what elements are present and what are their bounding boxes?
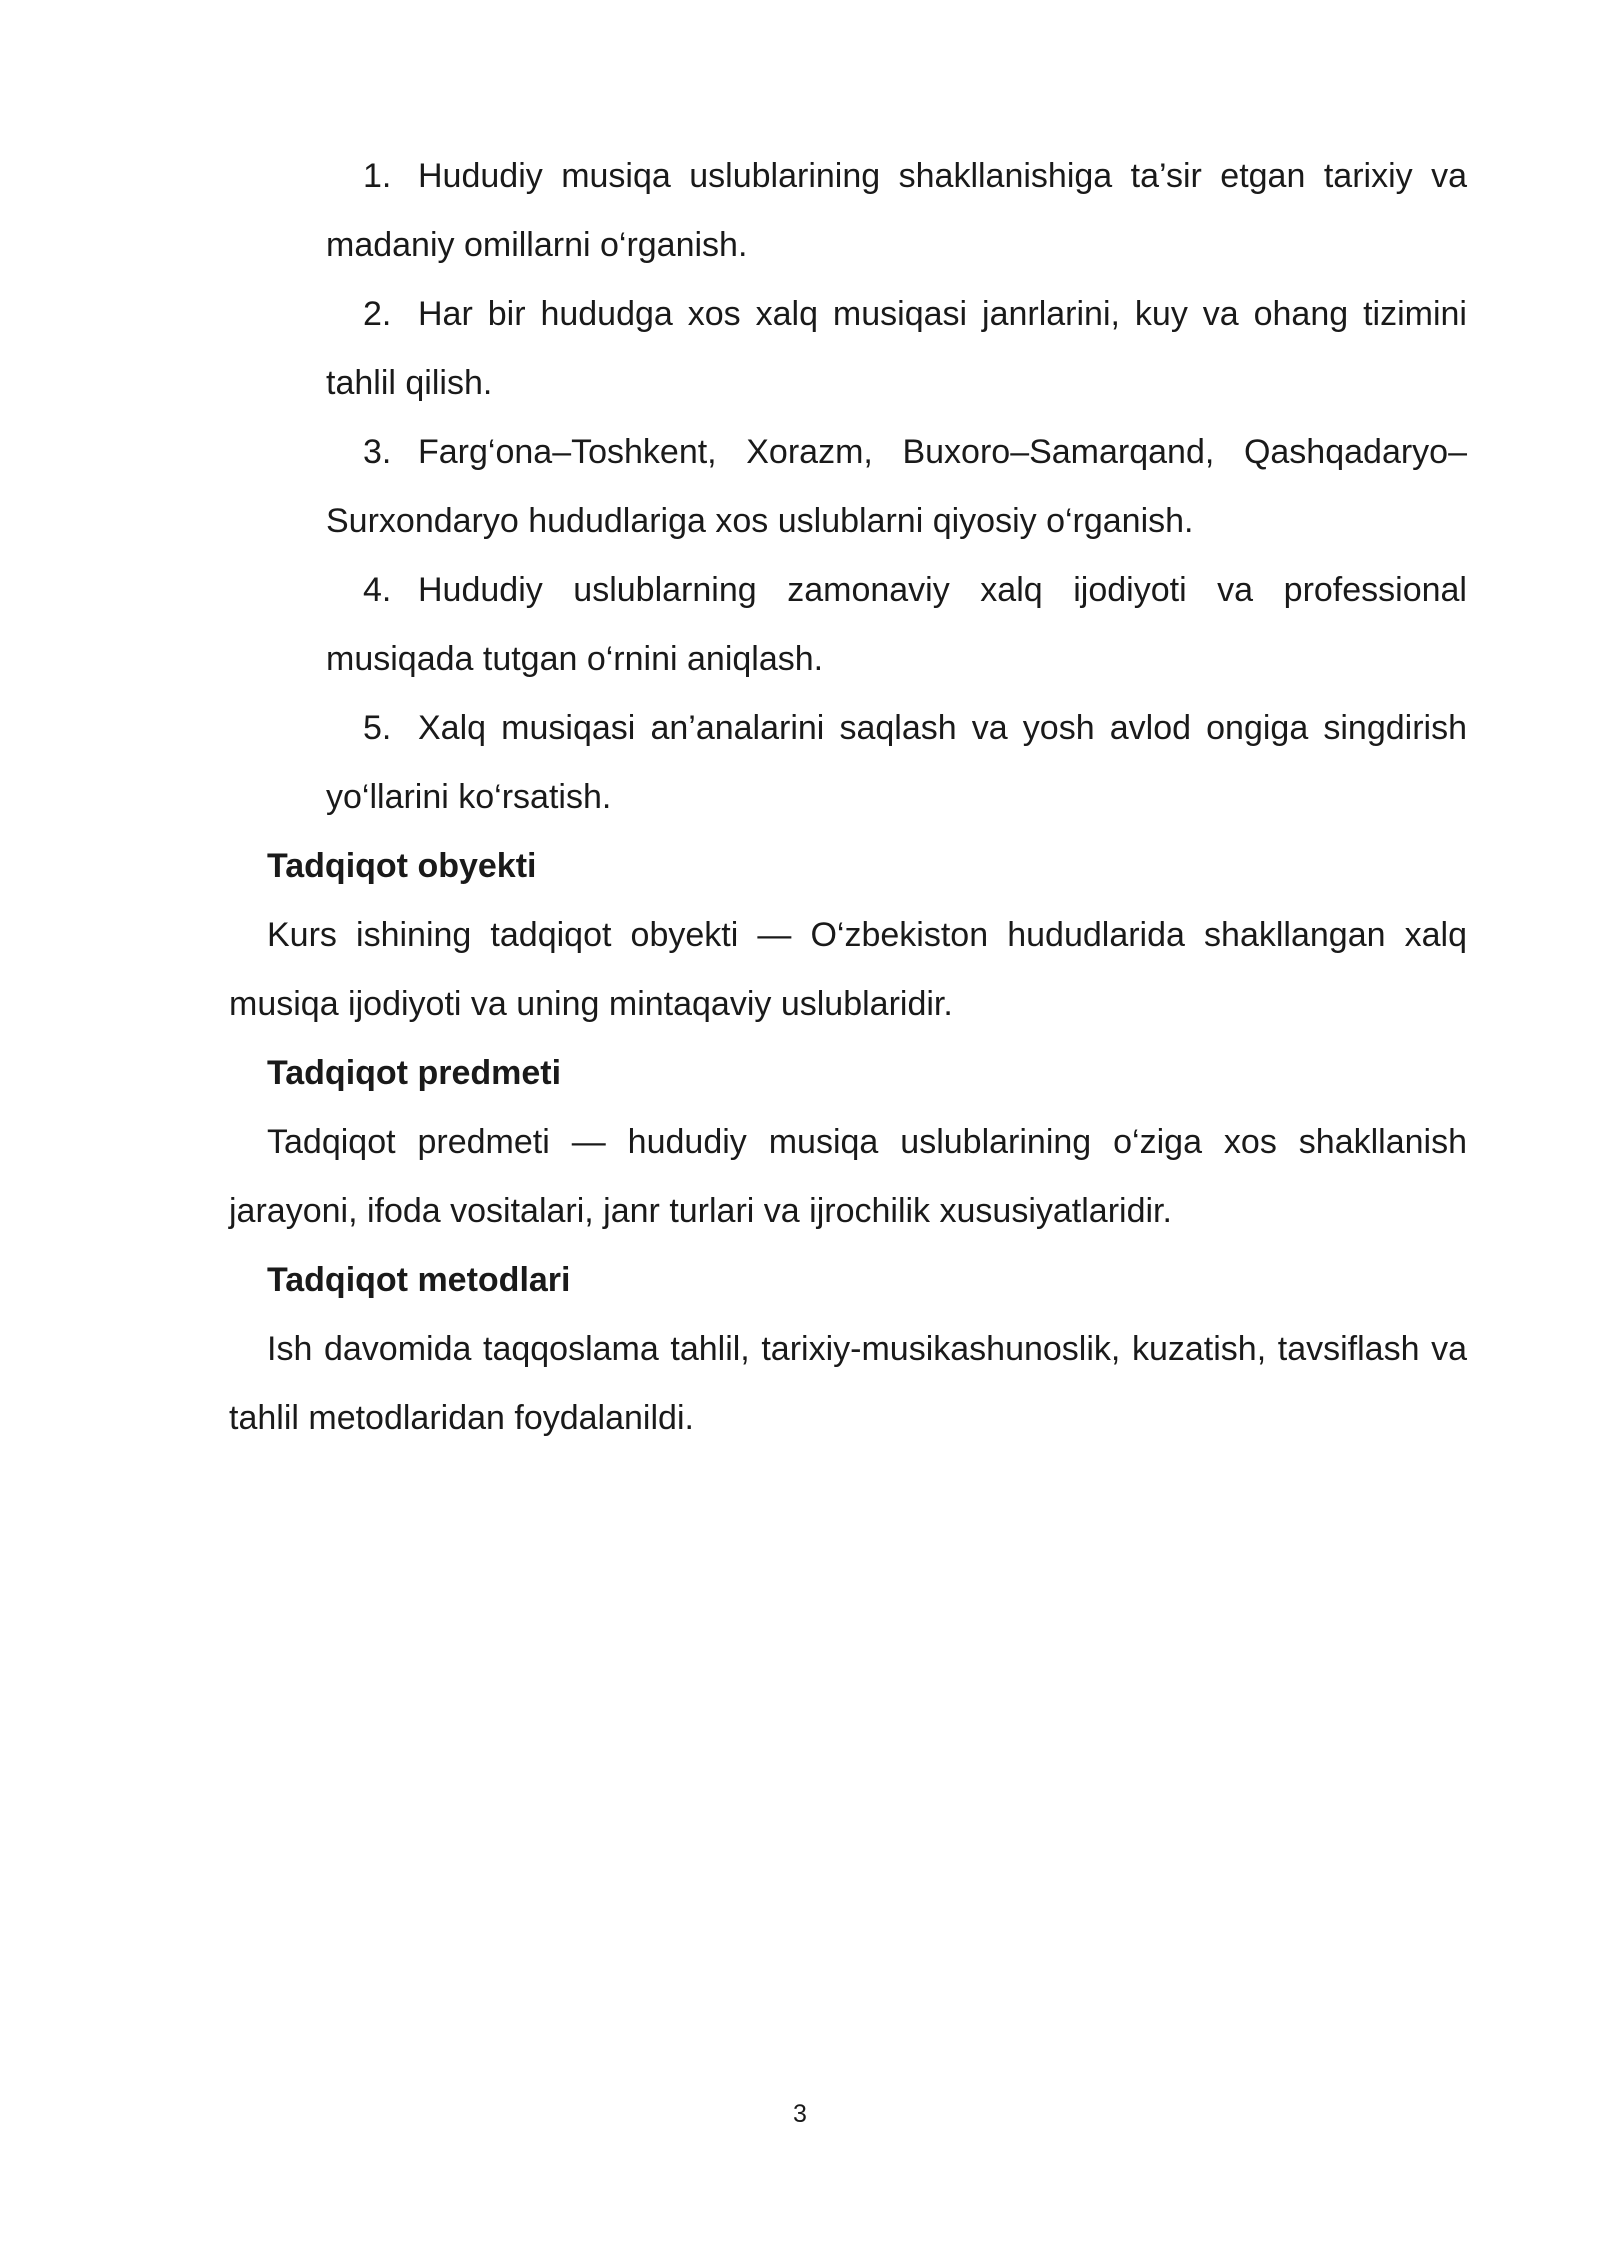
section-paragraph-subject: Tadqiqot predmeti — hududiy musiqa uslublarining o‘ziga xos shakllanish jarayoni, ifoda vositalari, janr turlari va ijrochilik xususiyatlaridir. [229,1123,1467,1230]
list-item-number: 4. [363,571,392,609]
section-paragraph-object: Kurs ishining tadqiqot obyekti — O‘zbekiston hududlarida shakllangan xalq musiqa ijodiyoti va uning mintaqaviy uslublaridir. [229,916,1467,1023]
list-item [326,142,1467,280]
list-item-text: Har bir hududga xos xalq musiqasi janrlarini, kuy va ohang tizimini tahlil qilish. [326,295,1467,402]
section-heading-object: Tadqiqot obyekti [267,847,537,885]
list-item-text: Hududiy uslublarning zamonaviy xalq ijodiyoti va professional musiqada tutgan o‘rnini aniqlash. [326,571,1467,678]
list-item [326,418,1467,556]
section-heading-methods: Tadqiqot metodlari [267,1261,571,1299]
list-item [326,280,1467,418]
list-item-number: 5. [363,709,392,747]
list-item [326,556,1467,694]
list-item [326,694,1467,832]
list-item-number: 2. [363,295,392,333]
list-item-number: 3. [363,433,392,471]
list-item-text: Farg‘ona–Toshkent, Xorazm, Buxoro–Samarqand, Qashqadaryo–Surxondaryo hududlariga xos uslublarni qiyosiy o‘rganish. [326,433,1467,540]
list-item-text: Hududiy musiqa uslublarining shakllanishiga ta’sir etgan tarixiy va madaniy omillarni o‘rganish. [326,157,1467,264]
list-item-number: 1. [363,157,392,195]
list-item-text: Xalq musiqasi an’analarini saqlash va yosh avlod ongiga singdirish yo‘llarini ko‘rsatish. [326,709,1467,816]
section-heading-subject: Tadqiqot predmeti [267,1054,562,1092]
section-paragraph-methods: Ish davomida taqqoslama tahlil, tarixiy-musikashunoslik, kuzatish, tavsiflash va tahlil metodlaridan foydalanildi. [229,1330,1467,1437]
page-content [229,142,1467,1453]
page-number: 3 [793,2100,807,2128]
